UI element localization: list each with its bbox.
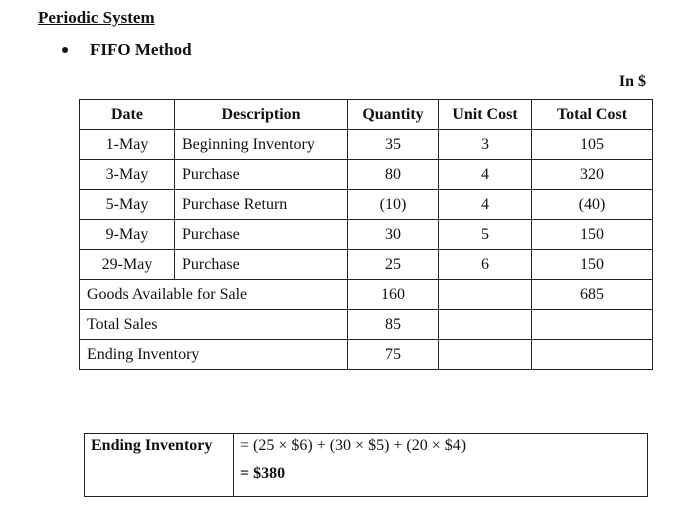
summary-quantity: 75	[348, 340, 439, 370]
table-header-row	[80, 100, 653, 130]
cell-unit-cost: 3	[439, 130, 532, 160]
table-row	[80, 160, 653, 190]
summary-total-cost	[532, 310, 653, 340]
ending-inventory-box	[84, 433, 648, 497]
summary-unit-cost	[439, 280, 532, 310]
ending-inventory-calculation	[234, 434, 648, 497]
cell-date: 5-May	[80, 190, 175, 220]
header-quantity: Quantity	[348, 100, 439, 130]
cell-description: Beginning Inventory	[175, 130, 348, 160]
cell-unit-cost: 5	[439, 220, 532, 250]
summary-unit-cost	[439, 310, 532, 340]
summary-label: Goods Available for Sale	[80, 280, 348, 310]
ending-inventory-row	[85, 434, 648, 497]
summary-total-cost	[532, 340, 653, 370]
method-bullet	[62, 40, 192, 60]
cell-description: Purchase	[175, 160, 348, 190]
table-row	[80, 220, 653, 250]
cell-date: 1-May	[80, 130, 175, 160]
header-description: Description	[175, 100, 348, 130]
header-date: Date	[80, 100, 175, 130]
cell-description: Purchase Return	[175, 190, 348, 220]
method-title: FIFO Method	[90, 40, 192, 59]
ending-inventory-result: = $380	[240, 465, 286, 482]
cell-quantity: (10)	[348, 190, 439, 220]
cell-quantity: 80	[348, 160, 439, 190]
cell-total-cost: 320	[532, 160, 653, 190]
cell-total-cost: 150	[532, 250, 653, 280]
bullet-icon	[62, 47, 68, 53]
currency-note: In $	[618, 73, 646, 90]
cell-quantity: 35	[348, 130, 439, 160]
ending-inventory-formula: = (25 × $6) + (30 × $5) + (20 × $4)	[240, 437, 467, 454]
header-total-cost: Total Cost	[532, 100, 653, 130]
cell-date: 9-May	[80, 220, 175, 250]
cell-total-cost: (40)	[532, 190, 653, 220]
summary-quantity: 85	[348, 310, 439, 340]
summary-unit-cost	[439, 340, 532, 370]
summary-total-cost: 685	[532, 280, 653, 310]
summary-label: Total Sales	[80, 310, 348, 340]
table-row	[80, 250, 653, 280]
cell-unit-cost: 4	[439, 160, 532, 190]
cell-date: 3-May	[80, 160, 175, 190]
cell-total-cost: 150	[532, 220, 653, 250]
inventory-table	[79, 99, 653, 370]
cell-quantity: 30	[348, 220, 439, 250]
page-heading: Periodic System	[38, 8, 155, 27]
cell-total-cost: 105	[532, 130, 653, 160]
cell-description: Purchase	[175, 250, 348, 280]
ending-inventory-label: Ending Inventory	[85, 434, 234, 497]
summary-quantity: 160	[348, 280, 439, 310]
cell-description: Purchase	[175, 220, 348, 250]
cell-unit-cost: 6	[439, 250, 532, 280]
summary-row	[80, 280, 653, 310]
table-row	[80, 130, 653, 160]
summary-row	[80, 310, 653, 340]
cell-quantity: 25	[348, 250, 439, 280]
cell-unit-cost: 4	[439, 190, 532, 220]
summary-label: Ending Inventory	[80, 340, 348, 370]
header-unit-cost: Unit Cost	[439, 100, 532, 130]
cell-date: 29-May	[80, 250, 175, 280]
table-row	[80, 190, 653, 220]
summary-row	[80, 340, 653, 370]
